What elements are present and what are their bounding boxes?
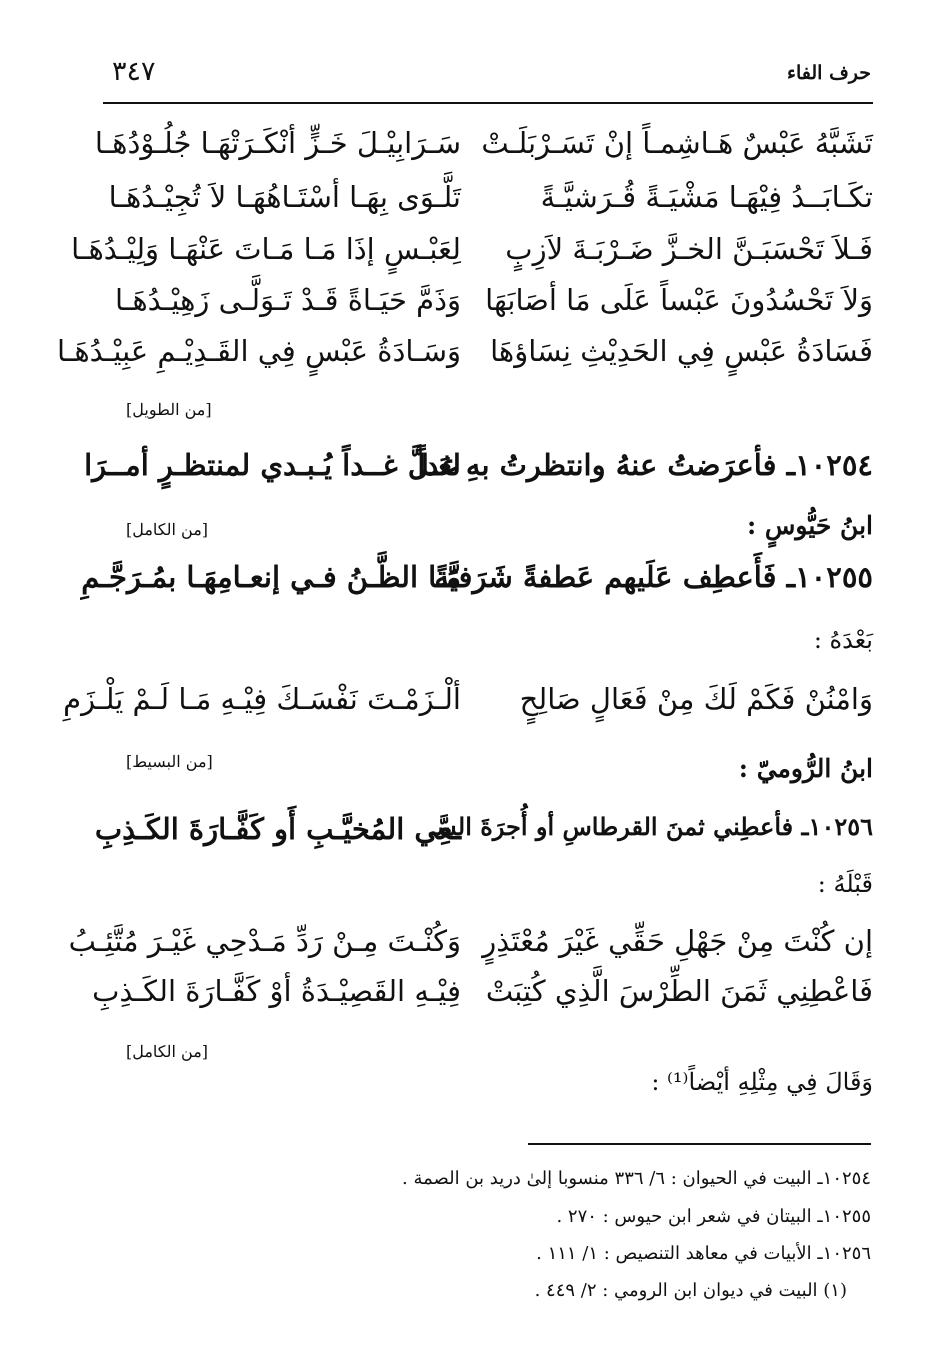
poem-line-5-second-hemistich: وَسَـادَةُ عَبْسٍ فِي القَـدِيْـمِ عَبِيْـدُهَـا	[57, 334, 461, 368]
footnote-10255: ١٠٢٥٥ـ البيتان في شعر ابن حيوس : ٢٧٠ .	[556, 1206, 871, 1227]
header-rule	[103, 102, 873, 104]
entry-10256-preceding-line-2-second-hemistich: فِيْـهِ القَصِيْـدَةُ أوْ كَفَّـارَةَ الكَـذِبِ	[92, 974, 461, 1008]
footnote-10254: ١٠٢٥٤ـ البيت في الحيوان : ٦/ ٣٣٦ منسوبا إلىٰ دريد بن الصمة .	[402, 1168, 871, 1189]
footnote-10256: ١٠٢٥٦ـ الأبيات في معاهد التنصيص : ١/ ١١١ .	[536, 1243, 871, 1264]
closing-line: وَقَالَ فِي مِثْلِهِ أيْضاً⁽¹⁾ :	[651, 1068, 873, 1096]
entry-10256-preceding-line-1-second-hemistich: وَكُنْـتَ مِـنْ رَدِّ مَـدْحِي غَيْـرَ مُتَّئِـبُ	[68, 924, 461, 958]
entry-10256-preceding-line-2-first-hemistich: فَاعْطِنِي ثَمَنَ الطِّرْسَ الَّذِي كُتِبَتْ	[485, 974, 873, 1008]
entry-10256-first-hemistich: ١٠٢٥٦ـ فأعطِني ثمنَ القرطاسِ أو أُجرَةَ السَّـ	[429, 812, 873, 841]
poem-line-2-second-hemistich: تَلَّـوَى بِهَـا أسْتَـاهُهَـا لاَ تُجِيْـدُهَـا	[108, 180, 461, 214]
entry-10256-preceding-line-1-first-hemistich: إن كُنْتَ مِنْ جَهْلِ حَقِّي غَيْرَ مُعْتَذِرٍ	[482, 924, 873, 958]
chapter-title: حرف الفاء	[787, 62, 871, 84]
label-after-it: بَعْدَهُ :	[813, 626, 873, 654]
poet-name-ibn-al-rumi: ابنُ الرُّوميّ :	[738, 754, 873, 783]
footnote-rule	[528, 1143, 871, 1145]
poem-line-4-first-hemistich: وَلاَ تَحْسُدُونَ عَبْساً عَلَى مَا أصَابَهَا	[485, 283, 873, 317]
poem-line-1-second-hemistich: سَـرَابِيْـلَ خَـزٍّ أنْكَـرَتْهَـا جُلُـوْدُهَـا	[94, 126, 461, 160]
poem-line-1-first-hemistich: تَشَبَّهُ عَبْسٌ هَـاشِمـاً إنْ تَسَـرْبَلَـتْ	[481, 126, 873, 160]
meter-label-10254: [من الطويل]	[126, 400, 212, 419]
entry-10254-second-hemistich: لعَـلَّ غــداً يُـبـدي لمنتظـرٍ أمــرَا	[84, 448, 461, 482]
poem-line-2-first-hemistich: تكَـابَــدُ فِيْهَـا مَشْيَـةً قُـرَشيَّـةً	[540, 180, 873, 214]
meter-label-kamil: [من الكامل]	[126, 1042, 209, 1061]
entry-10255-following-first-hemistich: وَامْنُنْ فَكَمْ لَكَ مِنْ فَعَالٍ صَالِحٍ	[519, 682, 873, 716]
poet-name-ibn-hayyus: ابنُ حَيُّوسٍ :	[746, 511, 873, 540]
label-before-it: قَبْلَهُ :	[817, 870, 873, 898]
entry-10255-second-hemistich: مَـا الظَّـنُ فـي إنعـامِهَـا بمُـرَجَّـمِ	[81, 560, 461, 594]
entry-10254-first-hemistich: ١٠٢٥٤ـ فأعرَضتُ عنهُ وانتظرتُ بهِ غداً	[417, 448, 873, 482]
poem-line-5-first-hemistich: فَسَادَةُ عَبْسٍ فِي الحَدِيْثِ نِسَاؤهَا	[490, 334, 873, 368]
meter-label-10255: [من الكامل]	[126, 520, 209, 539]
footnote-1: (١) البيت في ديوان ابن الرومي : ٢/ ٤٤٩ .	[534, 1280, 847, 1301]
poem-line-3-first-hemistich: فَـلاَ تَحْسَبَـنَّ الخـزَّ ضَـرْبَـةَ لاَزِبٍ	[505, 232, 873, 266]
entry-10256-second-hemistich: ـعِي المُخيَّـبِ أَو كَفَّـارَةَ الكَـذِبِ	[94, 812, 461, 846]
entry-10255-following-second-hemistich: ألْـزَمْـتَ نَفْسَـكَ فِيْـهِ مَـا لَـمْ يَلْـزَمِ	[63, 682, 461, 716]
page-number: ٣٤٧	[112, 56, 156, 87]
poem-line-4-second-hemistich: وَذَمَّ حَيَـاةً قَـدْ تَـوَلَّـى زَهِيْـدُهَـا	[115, 283, 461, 317]
meter-label-10256: [من البسيط]	[126, 752, 213, 771]
poem-line-3-second-hemistich: لِعَبْـسٍ إذَا مَـا مَـاتَ عَنْهَـا وَلِيْـدُهَـا	[71, 232, 461, 266]
entry-10255-first-hemistich: ١٠٢٥٥ـ فَأَعطِف عَلَيهم عَطفةً شَرَفيَّةً	[434, 560, 873, 594]
